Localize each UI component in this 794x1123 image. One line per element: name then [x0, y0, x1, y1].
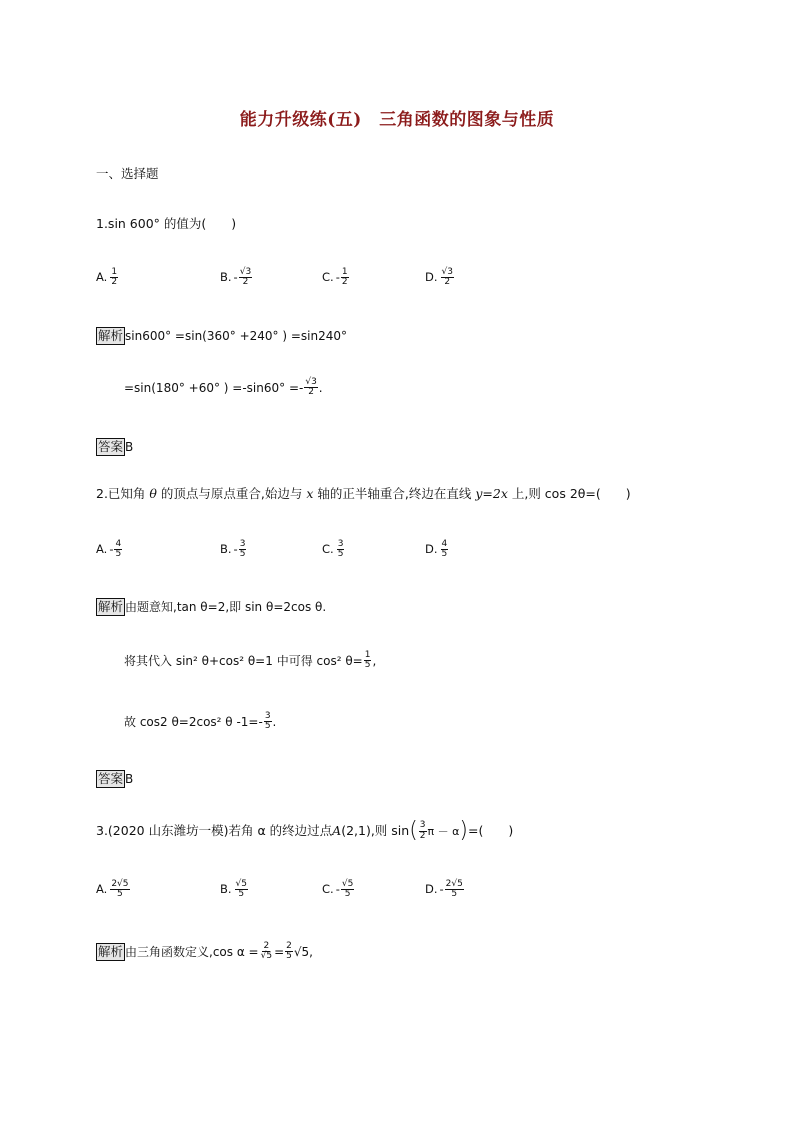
q1-solution-line-2: =sin(180° +60° ) =-sin60° =- $\frac{√3}{2}$ .	[124, 377, 323, 398]
daan-label: 答案	[98, 771, 124, 786]
q1-option-d[interactable]: D. $\frac{√3}{2}$	[425, 267, 453, 288]
q1-option-c[interactable]: C. - $\frac{1}{2}$	[322, 267, 348, 288]
jiexi-label: 解析	[98, 944, 124, 960]
q1-option-a[interactable]: A. $\frac{1}{2}$	[96, 267, 118, 288]
q2-option-c[interactable]: C. $\frac{3}{5}$	[322, 539, 344, 560]
q2-solution-line-1: 解析 由题意知,tan θ=2,即 sin θ=2cos θ.	[98, 599, 327, 614]
q1-option-d-fraction: $\frac{√3}{2}$	[441, 267, 453, 288]
q3-option-d[interactable]: D. - $\frac{2√5}{5}$	[425, 879, 463, 900]
q2-option-a[interactable]: A. - $\frac{4}{5}$	[96, 539, 122, 560]
question-1-stem: 1.sin 600° 的值为( )	[96, 216, 237, 231]
page-title: 能力升级练(五) 三角函数的图象与性质	[239, 110, 555, 130]
q3-solution-line-1: 解析 由三角函数定义,cos α = $\frac{2}{√5}$ = $\frac{2}{5}$ √5,	[98, 941, 313, 962]
q2-option-b[interactable]: B. - $\frac{3}{5}$	[220, 539, 246, 560]
question-2-stem: 2.已知角 θ 的顶点与原点重合,始边与 x 轴的正半轴重合,终边在直线 y=2x 上,则 cos 2θ=( )	[96, 486, 631, 501]
q3-option-c[interactable]: C. - $\frac{√5}{5}$	[322, 879, 354, 900]
q3-option-b[interactable]: B. $\frac{√5}{5}$	[220, 879, 248, 900]
q1-option-a-fraction: $\frac{1}{2}$	[111, 267, 118, 288]
q2-solution-line-3: 故 cos2 θ=2cos² θ -1=- $\frac{3}{5}$ .	[124, 711, 277, 732]
q1-option-b-fraction: $\frac{√3}{2}$	[239, 267, 252, 288]
q3-option-a[interactable]: A. $\frac{2√5}{5}$	[96, 879, 129, 900]
q1-option-b[interactable]: B. - $\frac{√3}{2}$	[220, 267, 252, 288]
q1-option-c-fraction: $\frac{1}{2}$	[341, 267, 348, 288]
question-3-stem: 3.(2020 山东潍坊一模)若角 α 的终边过点 A (2,1),则 sin ( $\frac{3}{2}$ π － α ) =( )	[96, 818, 514, 843]
jiexi-label: 解析	[98, 599, 124, 614]
section-heading: 一、选择题	[96, 166, 159, 181]
daan-label: 答案	[98, 439, 124, 454]
q2-answer: 答案 B	[98, 771, 134, 786]
jiexi-label: 解析	[98, 328, 124, 343]
q1-answer: 答案 B	[98, 439, 134, 454]
q2-solution-line-2: 将其代入 sin² θ+cos² θ=1 中可得 cos² θ= $\frac{1}{5}$ ,	[124, 650, 377, 671]
q1-solution-line-1: 解析 sin600° =sin(360° +240° ) =sin240°	[98, 328, 347, 343]
q2-option-d[interactable]: D. $\frac{4}{5}$	[425, 539, 448, 560]
